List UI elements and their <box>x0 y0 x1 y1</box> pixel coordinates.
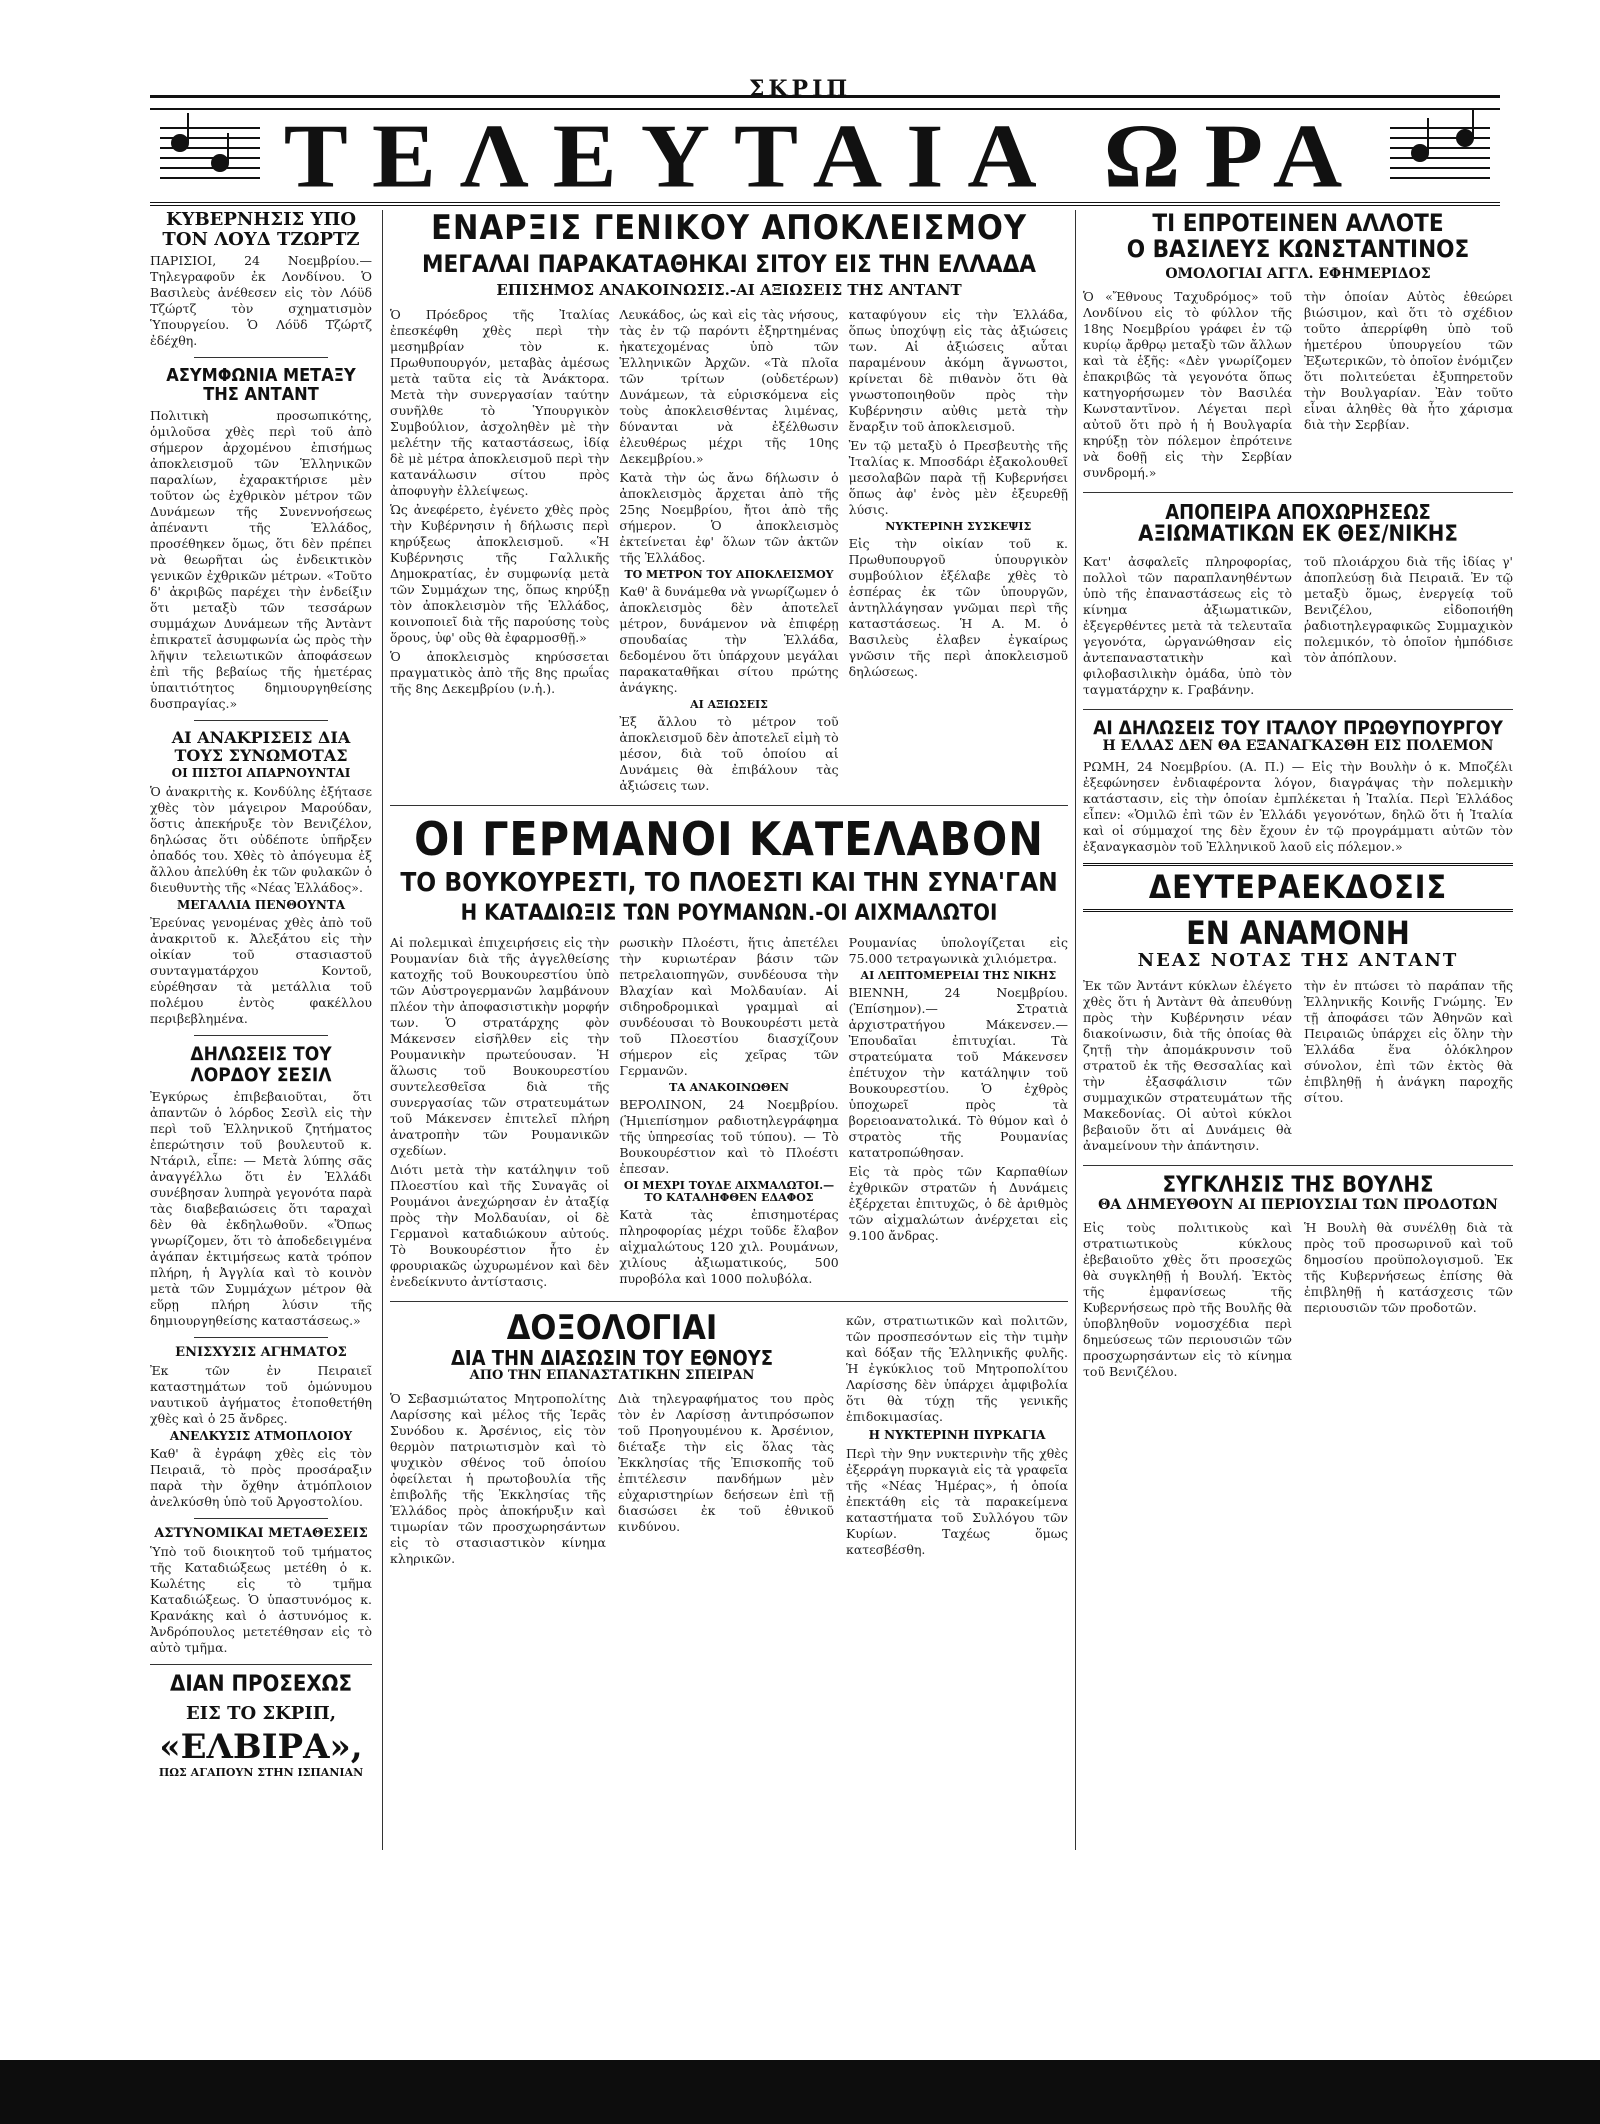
subheadline: ΟΜΟΛΟΓΙΑΙ ΑΓΓΛ. ΕΦΗΜΕΡΙΔΟΣ <box>1165 265 1431 282</box>
subheadline: ΝΕΑΣ ΝΟΤΑΣ ΤΗΣ ΑΝΤΑΝΤ <box>1137 950 1459 972</box>
subheadline: ΑΝΕΛΚΥΣΙΣ ΑΤΜΟΠΛΟΙΟΥ <box>169 1428 353 1443</box>
headline: ΣΥΓΚΛΗΣΙΣ ΤΗΣ ΒΟΥΛΗΣ <box>1162 1172 1434 1198</box>
headline: ΑΞΙΩΜΑΤΙΚΩΝ ΕΚ ΘΕΣ/ΝΙΚΗΣ <box>1138 522 1458 548</box>
headline: Η ΚΑΤΑΔΙΩΞΙΣ ΤΩΝ ΡΟΥΜΑΝΩΝ.-ΟΙ ΑΙΧΜΑΛΩΤΟΙ <box>460 900 998 926</box>
article-text: ΒΕΡΟΛΙΝΟΝ, 24 Νοεμβρίου. (Ἡμιεπίσημον ραδιοτηλεγράφημα τῆς ὑπηρεσίας τοῦ τύπου). — Τὸ Βουκουρέστιον καὶ τὸ Πλοέστι ἐπεσαν. <box>619 1096 839 1176</box>
article-text: ΠΑΡΙΣΙΟΙ, 24 Νοεμβρίου.— Τηλεγραφοῦν ἐκ Λονδίνου. Ὁ Βασιλεὺς ἀνέθεσεν εἰς τὸν Λόϋδ Τζώρτζ τὸν σχηματισμὸν Ὑπουργείου. Ὁ Λόϋδ Τζώρτζ ἐδέχθη. <box>150 252 372 348</box>
headline: ΜΕΓΑΛΑΙ ΠΑΡΑΚΑΤΑΘΗΚΑΙ ΣΙΤΟΥ ΕΙΣ ΤΗΝ ΕΛΛΑΔΑ <box>421 250 1037 279</box>
section-title: ΤΕΛΕΥΤΑΙΑ ΩΡΑ <box>283 104 1367 207</box>
headline: ΕΝΑΡΞΙΣ ΓΕΝΙΚΟΥ ΑΠΟΚΛΕΙΣΜΟΥ <box>430 210 1028 248</box>
article-text: Καθ' ἃ ἐγράφη χθὲς εἰς τὸν Πειραιᾶ, τὸ πρὸς προσάραξιν παρὰ τὴν ὄχθην ἀτμόπλοιον ἀνελκύσθη ὑπὸ τοῦ Ἀργοστολίου. <box>150 1446 372 1510</box>
article-text: Ὁ ἀνακριτὴς κ. Κονδύλης ἐξήτασε χθὲς τὸν μάγειρον Μαρούδαν, ὅστις ἀπεκήρυξε τὸν Βενιζέλον, δηλώσας ὅτι οὐδέποτε ὑπῆρξεν ὀπαδός του. Χθὲς τὸ ἀπόγευμα ἐξ ἄλλου ἀπελύθη ἐκ τῶν φυλακῶν ὁ διευθυντὴς τῆς «Νέας Ἑλλάδος». <box>150 783 372 895</box>
article-text: τὴν ὁποίαν Αὐτὸς ἐθεώρει βιώσιμον, καὶ ὅτι τὸ σχέδιον τοῦτο ἀπερρίφθη ὑπὸ τοῦ ἡμετέρου ὑπουργείου τῶν Ἐξωτερικῶν, τὸ ὁποῖον ἐνόμιζεν ὅτι πολιτεύεται ἐξυπηρετοῦν τὴν Βουλγαρίαν. Ἐὰν τοῦτο εἶναι ἀληθὲς θὰ ἦτο χάρισμα διὰ τὴν Σερβίαν. <box>1304 289 1513 433</box>
subheadline: ΑΠΟ ΤΗΝ ΕΠΑΝΑΣΤΑΤΙΚΗΝ ΣΠΕΙΡΑΝ <box>469 1368 755 1384</box>
headline: ΤΟ ΒΟΥΚΟΥΡΕΣΤΙ, ΤΟ ΠΛΟΕΣΤΙ ΚΑΙ ΤΗΝ ΣΥΝΑ'ΓΑΝ <box>400 868 1058 899</box>
center-column <box>390 210 1068 1570</box>
article-text: ΡΩΜΗ, 24 Νοεμβρίου. (Α. Π.) — Εἰς τὴν Βουλὴν ὁ κ. Μποζέλι ἐξεφώνησεν ἐνδιαφέροντα λόγον, διαγράψας τὴν πολεμικὴν κατάστασιν, εἰς τὴν ὁποίαν ἐμπλέκεται ἡ Ἰταλία. Περὶ Ἑλλάδος εἶπεν: «Ὁμιλῶ ἐπὶ τῶν ἐν Ἑλλάδι γεγονότων, δηλῶ ὅτι ἡ Ἰταλία καὶ οἱ σύμμαχοί της δὲν ἔχουν ἐν τῷ προγράμματι αὐτῶν τὸν ἐξαναγκασμὸν τοῦ Ἑλληνικοῦ λαοῦ εἰς πόλεμον.» <box>1083 758 1513 854</box>
article-text: Ὁ Πρόεδρος τῆς Ἰταλίας ἐπεσκέφθη χθὲς περὶ τὴν μεσημβρίαν τὸν κ. Πρωθυπουργόν, μεταβὰς ἀμέσως μετὰ ταῦτα εἰς τὰ Ἀνάκτορα. Μετὰ τὴν συνεργασίαν ταύτην συνῆλθε τὸ Ὑπουργικὸν Συμβούλιον, ἀσχοληθὲν μὲ τὴν μελέτην τῆς καταστάσεως, ἰδίᾳ δὲ μὲ μέτρα ἀποκλεισμοῦ περὶ τὴν κατανάλωσιν σίτου πρὸς ἀποφυγὴν ἐλλείψεως. <box>390 307 610 499</box>
article-text: Κατὰ τὴν ὡς ἄνω δήλωσιν ὁ ἀποκλεισμὸς ἄρχεται ἀπὸ τῆς 25ης Νοεμβρίου, ἤτοι ἀπὸ τῆς σήμερον. Ὁ ἀποκλεισμὸς ἐκτείνεται ἐφ' ὅλων τῶν ἀκτῶν τῆς Ἑλλάδος. <box>619 470 839 566</box>
column-rule <box>382 210 383 1850</box>
subheadline: ΟΙ ΜΕΧΡΙ ΤΟΥΔΕ ΑΙΧΜΑΛΩΤΟΙ.— ΤΟ ΚΑΤΑΛΗΦΘΕΝ ΕΔΑΦΟΣ <box>623 1178 835 1205</box>
scan-bottom-band <box>0 2060 1600 2124</box>
headline: Ο ΒΑΣΙΛΕΥΣ ΚΩΝΣΤΑΝΤΙΝΟΣ <box>1126 235 1470 264</box>
headline: ΕΝ ΑΝΑΜΟΝΗ <box>1186 913 1410 952</box>
article-text: Εἰς τοὺς πολιτικοὺς καὶ στρατιωτικοὺς κύκλους ἐβεβαιοῦτο χθὲς ὅτι προσεχῶς θὰ συγκληθῇ ἡ Βουλή. Ἐκτὸς τῆς ἐμφανίσεως τῆς Κυβερνήσεως πρὸ τῆς Βουλῆς θὰ ὑποβληθοῦν νομοσχέδια περὶ δημεύσεως τῶν περιουσιῶν τῶν προσχωρησάντων εἰς τὸ κίνημα τοῦ Βενιζέλου. <box>1083 1220 1292 1380</box>
article-text: Ἐκ τῶν Ἀντάντ κύκλων ἐλέγετο χθὲς ὅτι ἡ Ἀντὰντ θὰ ἀπευθύνῃ πρὸς τὴν Κυβέρνησιν νέαν διακοίνωσιν, διὰ τῆς ὁποίας θὰ ζητῇ τὴν ἀπομάκρυνσιν τοῦ στρατοῦ ἐκ τῆς Θεσσαλίας καὶ τὴν ἐξασφάλισιν τῶν συμμαχικῶν στρατευμάτων τῆς Μακεδονίας. Οἱ αὐτοὶ κύκλοι βεβαιοῦν ὅτι αἱ Δυνάμεις θὰ ἀναμείνουν τὴν ἀπάντησιν. <box>1083 977 1292 1153</box>
ad-line: ΠΩΣ ΑΓΑΠΟΥΝ ΣΤΗΝ ΙΣΠΑΝΙΑΝ <box>158 1765 364 1779</box>
subheadline: Η ΝΥΚΤΕΡΙΝΗ ΠΥΡΚΑΓΙΑ <box>868 1427 1046 1442</box>
article-text: Ὁ ἀποκλεισμὸς κηρύσσεται πραγματικὸς ἀπὸ τῆς 8ης πρωΐας τῆς 8ης Δεκεμβρίου (ν.ἡ.). <box>390 649 610 697</box>
article-text: Ἐν τῷ μεταξὺ ὁ Πρεσβευτὴς τῆς Ἰταλίας κ. Μποσδάρι ἐξακολουθεῖ μεσολαβῶν παρὰ τῇ Κυβερνήσει ὅπως ἀφ' ἑνὸς μὲν ἐξευρεθῇ λύσις. <box>848 438 1068 518</box>
ad-line: ΔΙΑΝ ΠΡΟΣΕΧΩΣ <box>170 1672 352 1698</box>
headline: ΑΙ ΑΝΑΚΡΙΣΕΙΣ ΔΙΑ ΤΟΥΣ ΣΥΝΩΜΟΤΑΣ <box>171 728 351 765</box>
article-text: κῶν, στρατιωτικῶν καὶ πολιτῶν, τῶν προσπεσόντων εἰς τὴν τιμὴν καὶ δόξαν τῆς Ἑλληνικῆς φυλῆς. Ἡ ἐγκύκλιος τοῦ Μητροπολίτου Λαρίσσης δὲν ὑπάρχει ἀμφιβολία ὅτι θὰ τύχῃ τῆς γενικῆς ἐπιδοκιμασίας. <box>846 1312 1068 1424</box>
subheadline: ΜΕΓΑΛΛΙΑ ΠΕΝΘΟΥΝΤΑ <box>176 897 346 912</box>
article-text: ΒΙΕΝΝΗ, 24 Νοεμβρίου. (Ἐπίσημον).— Στρατιὰ ἀρχιστρατήγου Μάκενσεν.— Ἐπουδαῖαι ἐπιτυχίαι. Τὰ στρατεύματα τοῦ Μάκενσεν ἐπέτυχον τὴν κατάληψιν τοῦ Βουκουρεστίου. Ὁ ἐχθρὸς ὑποχωρεῖ πρὸς τὰ βορειοανατολικά. Τὸ θύμον καὶ ὁ στρατὸς τῆς Ρουμανίας κατατροπώθησαν. <box>848 984 1068 1160</box>
article-text: Πολιτικὴ προσωπικότης, ὁμιλοῦσα χθὲς περὶ τοῦ ἀπὸ σήμερον ἀρχομένου ἐπισήμως ἀποκλεισμοῦ τῶν Ἑλληνικῶν παραλίων, ἐχαρακτήρισε μὲν τοῦτον ὡς ἐχθρικὸν μέτρον τῶν Δυνάμεων τῆς Συνεννοήσεως ἀπέναντι τῆς Ἑλλάδος, προσέθηκεν ὅμως, ὅτι δὲν πρέπει νὰ θεωρῆται ὡς ἐνδεικτικὸν γενικῶν ἐχθρικῶν μέτρων. «Τοῦτο δ' ἀκριβῶς παρέχει τὴν ἐνδείξιν ὅτι μεταξὺ τῶν τεσσάρων συμμάχων Δυνάμεων τῆς Ἀντὰντ ἐπικρατεῖ ἀσυμφωνία ὡς πρὸς τὴν λῆψιν τελειωτικῶν ἀποφάσεων ἐπὶ τῆς βεβαίως τῆς ἡμετέρας ὑπαιτιότητος δημιουργηθείσης δυσπραγίας.» <box>150 408 372 712</box>
article-text: Ἐρεύνας γενομένας χθὲς ἀπὸ τοῦ ἀνακριτοῦ κ. Ἀλεξάτου εἰς τὴν οἰκίαν τοῦ στασιαστοῦ συνταγματάρχου Κοντοῦ, εὑρέθησαν τὰ μετάλλια τοῦ πολέμου ἐντὸς φακέλλου περιβεβλημένα. <box>150 914 372 1026</box>
article-text: Διότι μετὰ τὴν κατάληψιν τοῦ Πλοεστίου καὶ τῆς Συναγᾶς οἱ Ρουμάνοι ἀνεχώρησαν ἐν ἀταξίᾳ πρὸς τὴν Μολδαυίαν, οἱ δὲ Γερμανοὶ καταδιώκουν αὐτούς. Τὸ Βουκουρέστιον ἦτο ἐν φρουριακῶς ὠχυρωμένον καὶ δὲν ἐνεδείκνυτο ἀντίστασις. <box>390 1161 610 1289</box>
article-text: Κατὰ τὰς ἐπισημοτέρας πληροφορίας μέχρι τοῦδε ἔλαβον αἰχμαλώτους 120 χιλ. Ρουμάνων, χιλίους ἀξιωματικούς, 500 πυροβόλα καὶ 1000 πολυβόλα. <box>619 1207 839 1287</box>
headline: ΚΥΒΕΡΝΗΣΙΣ ΥΠΟ ΤΟΝ ΛΟΥΔ ΤΖΩΡΤΖ <box>162 210 360 250</box>
ad-title: «ΕΛΒΙΡΑ», <box>159 1727 363 1768</box>
subheadline: Η ΕΛΛΑΣ ΔΕΝ ΘΑ ΕΞΑΝΑΓΚΑΣΘΗ ΕΙΣ ΠΟΛΕΜΟΝ <box>1102 738 1494 755</box>
ornament-right-icon <box>1380 108 1500 200</box>
paper-name: ΣΚΡΙΠ <box>748 76 852 102</box>
article-text: ρωσικὴν Πλοέστι, ἥτις ἀπετέλει τὴν κυριωτέραν βάσιν τῶν πετρελαιοπηγῶν, συνδέουσα τὴν Βλαχίαν καὶ Μολδαυίαν. Αἱ σιδηροδρομικαὶ γραμμαὶ αἱ συνδέουσαι τὸ Βουκουρέστι μετὰ τοῦ Πλοεστίου διασχίζουν σήμερον εἰς χεῖρας τῶν Γερμανῶν. <box>619 934 839 1078</box>
headline: ΑΠΟΠΕΙΡΑ ΑΠΟΧΩΡΗΣΕΩΣ <box>1165 500 1431 525</box>
headline: ΕΠΙΣΗΜΟΣ ΑΝΑΚΟΙΝΩΣΙΣ.-ΑΙ ΑΞΙΩΣΕΙΣ ΤΗΣ ΑΝΤΑΝΤ <box>496 280 962 299</box>
subheadline: ΤΟ ΜΕΤΡΟΝ ΤΟΥ ΑΠΟΚΛΕΙΣΜΟΥ <box>624 568 834 582</box>
headline: ΔΟΞΟΛΟΓΙΑΙ <box>506 1307 718 1348</box>
headline: ΔΗΛΩΣΕΙΣ ΤΟΥ ΛΟΡΔΟΥ ΣΕΣΙΛ <box>190 1042 332 1086</box>
ad-line: ΕΙΣ ΤΟ ΣΚΡΙΠ, <box>185 1702 337 1724</box>
article-text: Ἡ Βουλὴ θὰ συνέλθῃ διὰ τὰ πρὸς τοῦ προσωρινοῦ καὶ τοῦ δημοσίου προϋπολογισμοῦ. Ἐκ τῆς Κυβερνήσεως ἐπίσης θὰ ἐπιβληθῇ ἡ κατάσχεσις τῶν περιουσιῶν τῶν προδοτῶν. <box>1304 1220 1513 1316</box>
left-column <box>150 210 372 1779</box>
article-text: Ὑπὸ τοῦ διοικητοῦ τοῦ τμήματος τῆς Καταδιώξεως μετέθη ὁ κ. Κωλέτης εἰς τὸ τμῆμα Καταδιώξεως. Ὁ ὑπαστυνόμος κ. Κρανάκης καὶ ὁ ἀστυνόμος κ. Ἀνδρόπουλος μετετέθησαν εἰς τὸ αὐτὸ τμῆμα. <box>150 1544 372 1656</box>
article-text: καταφύγουν εἰς τὴν Ἑλλάδα, ὅπως ὑποχύψῃ εἰς τὰς ἀξιώσεις των. Αἱ ἀξιώσεις αὗται παραμένουν ἀκόμη ἄγνωστοι, κρίνεται δὲ πιθανὸν ὅτι θὰ γνωστοποιηθοῦν πρὸς τὴν Κυβέρνησιν αὐθις μετὰ τὴν ἔναρξιν τοῦ ἀποκλεισμοῦ. <box>848 307 1068 435</box>
subheadline: ΑΙ ΑΞΙΩΣΕΙΣ <box>690 698 768 712</box>
headline: ΑΣΥΜΦΩΝΙΑ ΜΕΤΑΞΥ ΤΗΣ ΑΝΤΑΝΤ <box>166 364 356 406</box>
subheadline: ΝΥΚΤΕΡΙΝΗ ΣΥΣΚΕΨΙΣ <box>885 520 1032 534</box>
headline: ΤΙ ΕΠΡΟΤΕΙΝΕΝ ΑΛΛΟΤΕ <box>1152 210 1444 237</box>
section-masthead <box>150 104 1500 207</box>
top-rule <box>150 95 1500 98</box>
article-text: Αἱ πολεμικαὶ ἐπιχειρήσεις εἰς τὴν Ρουμανίαν διὰ τῆς ἀγγελθείσης κατοχῆς τοῦ Βουκουρεστίου ὑπὸ τῶν Αὐστρογερμανῶν λαμβάνουν πλέον τὴν ἀποφασιστικὴν μορφήν των. Ὁ στρατάρχης φὸν Μάκενσεν εἰσῆλθεν εἰς τὴν Ρουμανικὴν πρωτεύουσαν. Ἡ ἅλωσις τοῦ Βουκουρεστίου συντελεσθεῖσα διὰ τῆς συνεργασίας τῶν στρατευμάτων τοῦ Μάκενσεν ἐπιτελεῖ πλήρη ἀνατροπὴν τῶν Ρουμανικῶν σχεδίων. <box>390 934 610 1158</box>
headline: ΑΣΤΥΝΟΜΙΚΑΙ ΜΕΤΑΘΕΣΕΙΣ <box>154 1526 368 1542</box>
article-text: Ἐγκύρως ἐπιβεβαιοῦται, ὅτι ἀπαντῶν ὁ λόρδος Σεσὶλ εἰς τὴν περὶ τοῦ Ἑλληνικοῦ ζητήματος ἐπερώτησιν τοῦ βουλευτοῦ κ. Ντάριλ, εἶπε: — Μετὰ λύπης σᾶς ἀναγγέλλω ὅτι ἐν Ἑλλάδι συνέβησαν λυπηρὰ γεγονότα παρὰ τὰς διαβεβαιώσεις ὅτι ταραχαὶ δὲν θὰ ἐκδηλωθοῦν. «Ὅπως γνωρίζομεν, ὅτι τὸ ἀποδεδειγμένα ἀγάπαν ἐκτιμήσεως κατὰ τρόπον πλήρη, ἡ Ἀγγλία καὶ τὸ κοινὸν μετὰ τῶν Συμμάχων μέτρον θὰ εὕρῃ πλήρη λύσιν τῆς δημιουργηθείσης καταστάσεως.» <box>150 1088 372 1328</box>
article-text: Λευκάδος, ὡς καὶ εἰς τὰς νήσους, τὰς ἐν τῷ παρόντι ἐξηρτημένας ἠκατεχομένας ὑπὸ τῶν Ἑλληνικῶν Ἀρχῶν. «Τὰ πλοῖα τῶν τρίτων (οὐδετέρων) Δυνάμεων, τὰ εὑρισκόμενα εἰς τοὺς ἀποκλεισθέντας λιμένας, δύνανται νὰ ἐξέλθωσιν ἐλευθέρως μέχρι τῆς 10ης Δεκεμβρίου.» <box>619 307 839 467</box>
article-text: Ὡς ἀνεφέρετο, ἐγένετο χθὲς πρὸς τὴν Κυβέρνησιν ἡ δήλωσις περὶ κηρύξεως ἀποκλεισμοῦ. «Ἡ Κυβέρνησις τῆς Γαλλικῆς Δημοκρατίας, ἐν συμφωνίᾳ μετὰ τῶν Συμμάχων της, ὅπως κηρύξῃ τὸν ἀποκλεισμὸν τῆς Ἑλλάδος, κοινοποιεῖ διὰ τῆς παρούσης τοὺς ὅρους, ὑφ' οὓς θὰ ἐφαρμοσθῇ.» <box>390 502 610 646</box>
subheadline: ΤΑ ΑΝΑΚΟΙΝΩΘΕΝ <box>669 1080 789 1094</box>
subheadline: ΑΙ ΛΕΠΤΟΜΕΡΕΙΑΙ ΤΗΣ ΝΙΚΗΣ <box>860 968 1057 982</box>
article-text: Ἐκ τῶν ἐν Πειραιεῖ καταστημάτων τοῦ ὁμώνυμου ναυτικοῦ ἀγήματος ἐτοποθετήθη χθὲς καὶ ὁ 25 ἄνδρες. <box>150 1362 372 1426</box>
headline: ΕΝΙΣΧΥΣΙΣ ΑΓΗΜΑΤΟΣ <box>175 1344 347 1360</box>
headline: ΑΙ ΔΗΛΩΣΕΙΣ ΤΟΥ ΙΤΑΛΟΥ ΠΡΩΘΥΠΟΥΡΓΟΥ <box>1093 717 1503 740</box>
article-text: Εἰς τὰ πρὸς τῶν Καρπαθίων ἐχθρικῶν στρατῶν ἡ Δυνάμεις ἐξέρχεται ἐπιτυχῶς, ὁ δὲ ἀριθμὸς τῶν αἰχμαλώτων ἀνέρχεται εἰς 9.100 ἄνδρας. <box>848 1163 1068 1243</box>
article-text: Ἐξ ἄλλου τὸ μέτρον τοῦ ἀποκλεισμοῦ δὲν ἀποτελεῖ εἰμὴ τὸ μέσον, διὰ τοῦ ὁποίου αἱ Δυνάμεις θὰ ἐπιβάλουν τὰς ἀξιώσεις των. <box>619 714 839 794</box>
article-text: Περὶ τὴν 9ην νυκτερινὴν τῆς χθὲς ἐξερράγη πυρκαγιὰ εἰς τὰ γραφεῖα τῆς «Νέας Ἡμέρας», ἡ ὁποία ἐπεκτάθη εἰς τὰ παρακείμενα καταστήματα τοῦ Συλλόγου τῶν Κυρίων. Ταχέως ὅμως κατεσβέσθη. <box>846 1446 1068 1558</box>
right-column <box>1083 210 1513 1383</box>
article-text: Εἰς τὴν οἰκίαν τοῦ κ. Πρωθυπουργοῦ ὑπουργικὸν συμβούλιον ἐξέλαβε χθὲς τὸ ἑσπέρας ἐκ τῶν ὑπουργῶν, ἀντηλλάγησαν γνῶμαι περὶ τῆς καταστάσεως. Ἡ Α. Μ. ὁ Βασιλεὺς ἐλαβεν ἐγκαίρως γνῶσιν τῆς περὶ ἀποκλεισμοῦ δηλώσεως. <box>848 536 1068 680</box>
headline: ΟΙ ΓΕΡΜΑΝΟΙ ΚΑΤΕΛΑΒΟΝ <box>414 812 1044 867</box>
article-text: Διὰ τηλεγραφήματος του πρὸς τὸν ἐν Λαρίσσῃ ἀντιπρόσωπον τοῦ Προηγουμένου κ. Ἀρσένιον, διέταξε τὴν εἰς ὅλας τὰς Ἐκκλησίας τῆς Ἐπισκοπῆς τοῦ ἐπιτέλεσιν πανδήμων μὲν εὐχαριστηρίων δεήσεων ἐπὶ τῇ διασώσει ἐκ τοῦ ἐθνικοῦ κινδύνου. <box>618 1390 834 1534</box>
subheadline: ΘΑ ΔΗΜΕΥΘΟΥΝ ΑΙ ΠΕΡΙΟΥΣΙΑΙ ΤΩΝ ΠΡΟΔΟΤΩΝ <box>1098 1197 1498 1213</box>
article-text: τοῦ πλοιάρχου διὰ τῆς ἰδίας γ' ἀποπλεύσῃ διὰ Πειραιᾶ. Ἐν τῷ μεταξὺ ὅμως, ἐνεργείᾳ τοῦ Βενιζέλου, εἰδοποιήθη ῥαδιοτηλεγραφικῶς Συμμαχικὸν πολεμικόν, τὸ ὁποῖον ἠμπόδισε τὸν ἀπόπλουν. <box>1304 554 1513 666</box>
article-text: Ὁ «Ἔθνους Ταχυδρόμος» τοῦ Λονδίνου εἰς τὸ φύλλον τῆς 18ης Νοεμβρίου γράφει ἐν τῷ κυρίῳ ἄρθρῳ μεταξὺ τῶν ἄλλων καὶ τὰ ἑξῆς: «Δὲν γνωρίζομεν ἐπακριβῶς τὰ γεγονότα ὅπως κατηγορήσωμεν τὸν Βασιλέα Κωνσταντῖνον. Λέγεται περὶ αὐτοῦ ὅτι πρὸ ἡ ἡ Βουλγαρία κηρύξῃ τὸν πόλεμον ἐπρότεινε νὰ δοθῇ εἰς τὴν Σερβίαν συνδρομή.» <box>1083 289 1292 481</box>
article-text: τὴν ἐν πτώσει τὸ παράπαν τῆς Ἑλληνικῆς Κοινῆς Γνώμης. Ἐν τῇ ἀποφάσει τῶν Ἀθηνῶν καὶ Πειραιῶς ὑπάρχει εἰς ὅλην τὴν Ἑλλάδα ἕνα ὁλόκληρον σύνολον, ἐπὶ τῶν ἐκτὸς θὰ ἐπιβληθῇ ἡ ἀνάγκη παροχῆς σίτου. <box>1304 977 1513 1105</box>
headline: ΔΕΥΤΕΡΑΕΚΔΟΣΙΣ <box>1148 867 1448 906</box>
column-rule <box>1075 210 1076 1850</box>
subheadline: ΟΙ ΠΙΣΤΟΙ ΑΠΑΡΝΟΥΝΤΑΙ <box>171 766 351 781</box>
article-text: Ρουμανίας ὑπολογίζεται εἰς 75.000 τετραγωνικὰ χιλιόμετρα. <box>848 934 1068 966</box>
headline: ΔΙΑ ΤΗΝ ΔΙΑΣΩΣΙΝ ΤΟΥ ΕΘΝΟΥΣ <box>450 1346 773 1371</box>
article-text: Καθ' ἃ δυνάμεθα νὰ γνωρίζωμεν ὁ ἀποκλεισμὸς δὲν ἀποτελεῖ μέτρον, δυνάμενον νὰ ἐπιφέρῃ σπουδαίας τὴν Ἑλλάδα, δεδομένου ὅτι ὑπάρχουν μεγάλαι παρακαταθῆκαι σίτου πρώτης ἀνάγκης. <box>619 584 839 696</box>
article-text: Κατ' ἀσφαλεῖς πληροφορίας, πολλοὶ τῶν παραπλανηθέντων ὑπὸ τῆς ἐπαναστάσεως εἰς τὸ κίνημα ἀξιωματικῶν, ἐξεγερθέντες μετὰ τὰ τελευταῖα γεγονότα, ὠργανώθησαν εἰς ἀντεπαναστατικὴν καὶ φιλοβασιλικὴν ὁμάδα, ὑπὸ τὸν ταγματάρχην κ. Γραβάνην. <box>1083 554 1292 698</box>
article-text: Ὁ Σεβασμιώτατος Μητροπολίτης Λαρίσσης καὶ μέλος τῆς Ἱερᾶς Συνόδου κ. Ἀρσένιος, εἰς τὸν θερμὸν πατριωτισμὸν καὶ τὸ ψυχικὸν σθένος τοῦ ὁποίου ὀφείλεται ἡ πρωτοβουλία τῆς ἐπιβολῆς τῆς Ἐκκλησίας τῆς Ἑλλάδος πρὸς ἀποκήρυξιν καὶ τιμωρίαν τῶν προσχωρησάντων εἰς τὸ στασιαστικὸν κίνημα κληρικῶν. <box>390 1390 606 1566</box>
